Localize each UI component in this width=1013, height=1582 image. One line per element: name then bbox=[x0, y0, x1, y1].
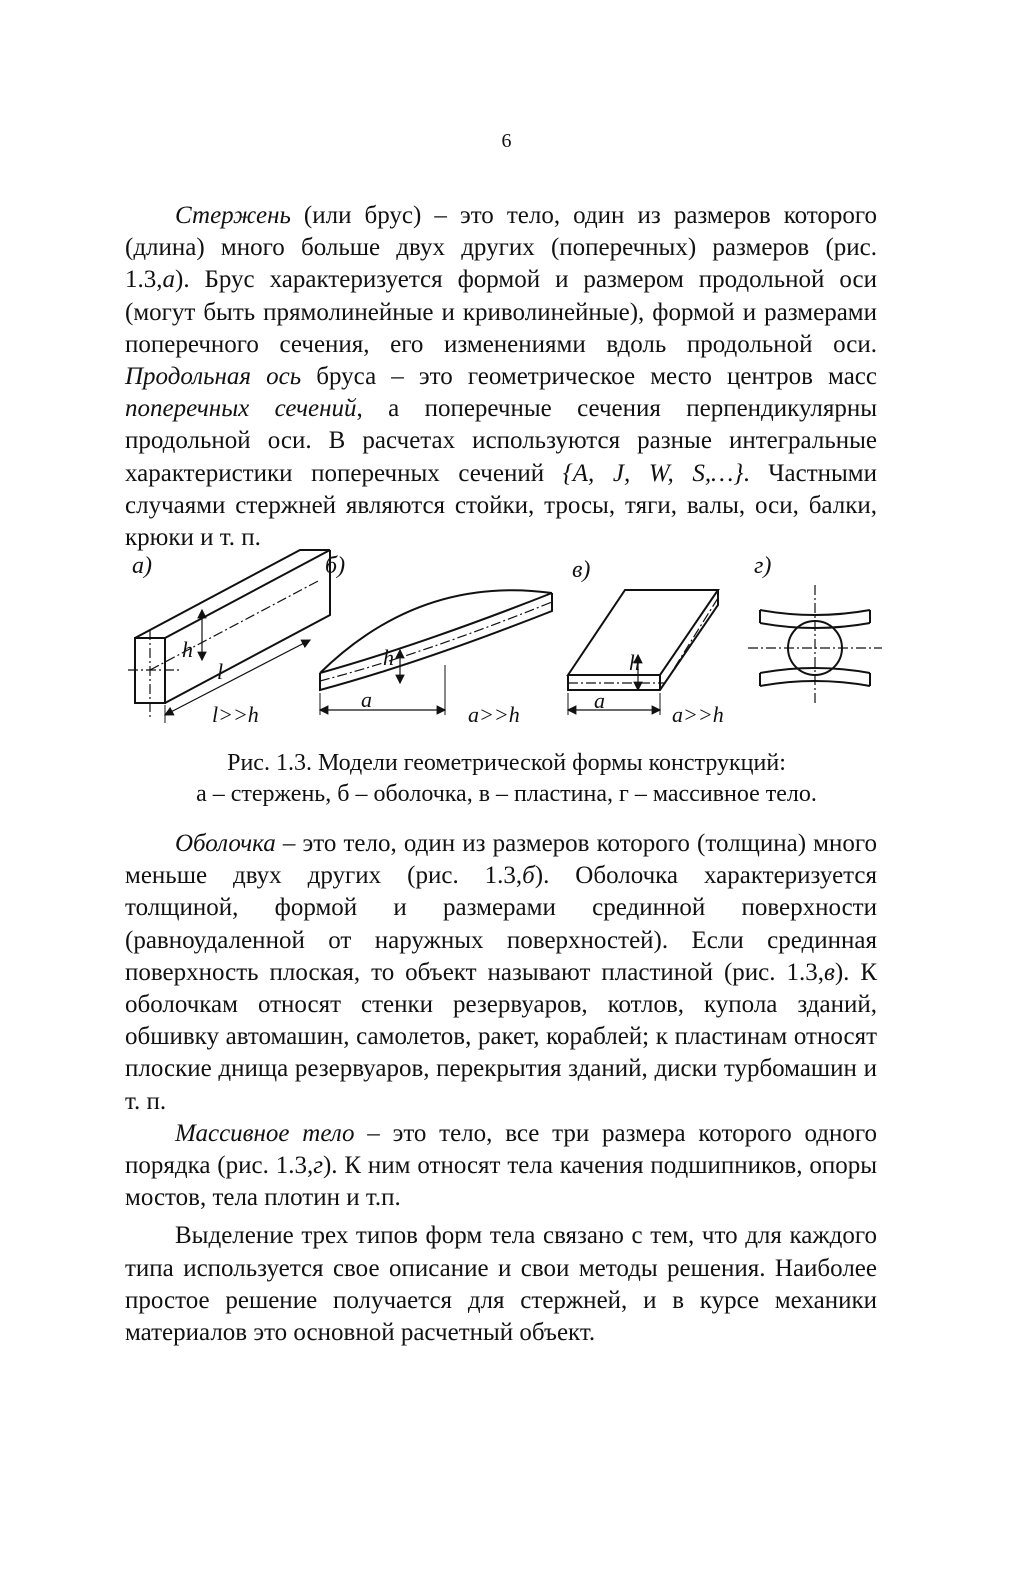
term-rod: Стержень bbox=[175, 202, 291, 229]
symbols-set: {A, J, W, S,…} bbox=[562, 459, 744, 487]
plate-a: a bbox=[594, 688, 605, 713]
text-block-bottom bbox=[125, 828, 877, 1349]
plate-h: h bbox=[629, 650, 640, 675]
figure-caption-legend: а – стержень, б – оболочка, в – пластина, г – массивное тело. bbox=[196, 781, 817, 807]
paragraph-conclusion: Выделение трех типов форм тела связано с тем, что для каждого типа используется свое описание и свои методы решения. Наиболее простое решение получается для стержней, и в курсе механики материалов это основной расчетный объект. bbox=[125, 1222, 877, 1347]
paragraph-shell: Оболочка – это тело, один из размеров которого (толщина) много меньше двух других (рис. 1.3,б). Оболочка характеризуется толщиной, формой и размерами срединной поверхности (равноудаленной от наружных поверхностей). Если срединная поверхность плоская, то объект называют пластиной (рис. 1.3,в). К оболочкам относят стенки резервуаров, котлов, купола зданий, обшивку автомашин, самолетов, ракет, кораблей; к пластинам относят плоские днища резервуаров, перекрытия зданий, диски турбомашин и т. п. bbox=[125, 830, 878, 1115]
paragraph-massive-body: Массивное тело – это тело, все три размера которого одного порядка (рис. 1.3,г). К ним относят тела качения подшипников, опоры мостов, тела плотин и т.п. bbox=[125, 1119, 877, 1212]
massive-body-drawing bbox=[748, 585, 882, 705]
term-massive-body: Массивное тело bbox=[175, 1119, 355, 1147]
shell-a: a bbox=[361, 687, 372, 712]
beam-relation: l>>h bbox=[212, 702, 259, 727]
figure-caption-title: Рис. 1.3. Модели геометрической формы конструкций: bbox=[227, 750, 786, 776]
beam-l: l bbox=[217, 659, 224, 684]
label-b: б) bbox=[325, 553, 346, 579]
text-block-top bbox=[125, 200, 877, 554]
plate-relation: a>>h bbox=[672, 702, 724, 727]
term-longitudinal-axis: Продольная ось bbox=[125, 363, 302, 391]
paragraph-rod: Стержень (или брус) – это тело, один из размеров которого (длина) много больше двух других (поперечных) размеров (рис. 1.3,а). Брус характеризуется формой и размером продольной оси (могут быть прямолинейные и криволинейные), формой и размерами поперечного сечения, его изменениями вдоль продольной оси. Продольная ось бруса – это геометрическое место центров масс поперечных сечений, а поперечные сечения перпендикулярны продольной оси. В расчетах используются разные интегральные характеристики поперечных сечений {A, J, W, S,…}. Частными случаями стержней являются стойки, тросы, тяги, валы, оси, балки, крюки и т. п. bbox=[125, 202, 878, 552]
beam-drawing bbox=[128, 550, 330, 723]
term-shell: Оболочка bbox=[175, 830, 276, 857]
label-g: г) bbox=[754, 553, 772, 579]
figure-1-3 bbox=[120, 545, 900, 735]
shell-relation: a>>h bbox=[468, 702, 520, 727]
plate-drawing bbox=[568, 590, 718, 715]
page-number: 6 bbox=[501, 130, 512, 152]
label-a: а) bbox=[132, 553, 152, 579]
shell-drawing bbox=[320, 590, 552, 715]
term-cross-sections: поперечных сечений bbox=[125, 395, 357, 423]
label-v: в) bbox=[572, 557, 591, 583]
shell-h: h bbox=[383, 645, 394, 670]
beam-h: h bbox=[182, 637, 193, 662]
